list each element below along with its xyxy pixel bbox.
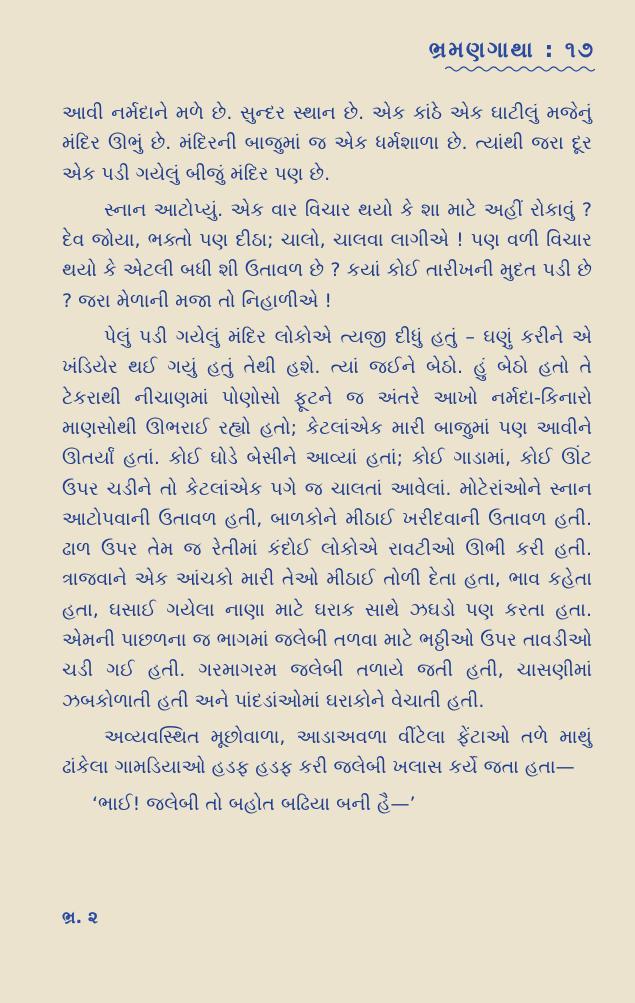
signature-mark: ભ્ર. ૨ — [62, 908, 98, 928]
paragraph-4: અવ્યવસ્થિત મૂછોવાળા, આડાઅવળા વીંટેલા ફેંટાઓ તળે માથું ઢાંકેલા ગામડિયાઓ હડફ હડફ કરી જલેબી ખલાસ કર્યે જતા હતા— — [62, 725, 592, 779]
page-header — [429, 38, 595, 73]
body-text — [62, 98, 592, 825]
speech-quote: ‘ભાઈ! જલેબી તો બહોત બઢિયા બની હૈ—’ — [92, 792, 416, 815]
paragraph-1: આવી નર્મદાને મળે છે. સુન્દર સ્થાન છે. એક કાંઠે એક ઘાટીલું મજેનું મંદિર ઊભું છે. મંદિરની બાજુમાં જ એક ધર્મશાળા છે. ત્યાંથી જરા દૂર એક પડી ગયેલું બીજું મંદિર પણ છે. — [62, 102, 592, 185]
paragraph-2: સ્નાન આટોપ્યું. એક વાર વિચાર થયો કે શા માટે અહીં રોકાવું ? દેવ જોયા, ભક્તો પણ દીઠા; ચાલો, ચાલવા લાગીએ ! પણ વળી વિચાર થયો કે એટલી બધી શી ઉતાવળ છે ? કયાં કોઈ તારીખની મુદત પડી છે ? જરા મેળાની મજા તો નિહાળીએ ! — [62, 198, 592, 312]
wavy-underline — [445, 65, 595, 73]
paragraph-3: પેલું પડી ગયેલું મંદિર લોકોએ ત્યજી દીધું હતું – ઘણું કરીને એ ખંડિયેર થઈ ગયું હતું તેથી હશે. ત્યાં જઈને બેઠો. હું બેઠો હતો તે ટેકરાથી નીચાણમાં પોણોસો ફૂટને જ અંતરે આખો નર્મદા-કિનારો માણસોથી ઊભરાઈ રહ્યો હતો; કેટલાંએક મારી બાજુમાં પણ આવીને ઊતર્યાં હતાં. કોઈ ઘોડે બેસીને આવ્યાં હતાં; કોઈ ગાડામાં, કોઈ ઊંટ ઉપર ચડીને તો કેટલાંએક પગે જ ચાલતાં આવેલાં. મોટેરાંઓને સ્નાન આટોપવાની ઉતાવળ હતી, બાળકોને મીઠાઈ ખરીદવાની ઉતાવળ હતી. ઢાળ ઉપર તેમ જ રેતીમાં કંદોઈ લોકોએ રાવટીઓ ઊભી કરી હતી. ત્રાજવાને એક આંચકો મારી તેઓ મીઠાઈ તોળી દેતા હતા, ભાવ કહેતા હતા, ઘસાઈ ગયેલા નાણા માટે ઘરાક સાથે ઝઘડો પણ કરતા હતા. એમની પાછળના જ ભાગમાં જલેબી તળવા માટે ભઠ્ઠીઓ ઉપર તાવડીઓ ચડી ગઈ હતી. ગરમાગરમ જલેબી તળાયે જતી હતી, ચાસણીમાં ઝબકોળાતી હતી અને પાંદડાંઓમાં ઘરાકોને વેચાતી હતી. — [62, 326, 592, 712]
running-head: ભ્રમણગાથા : ૧૭ — [428, 38, 595, 63]
